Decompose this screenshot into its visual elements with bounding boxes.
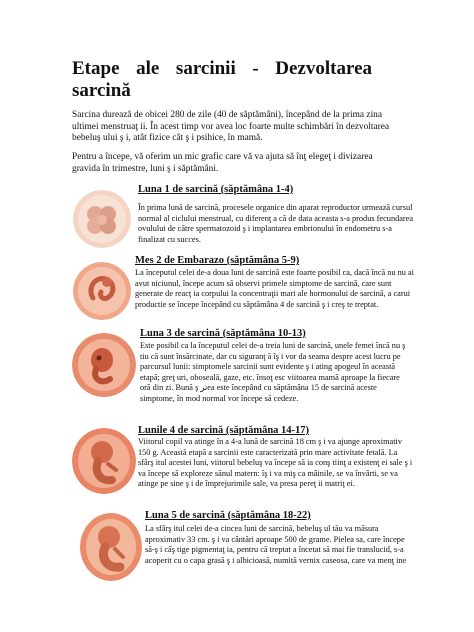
- section-title-month-3: Luna 3 de sarcină (săptămâna 10-13): [140, 328, 306, 339]
- intro-paragraph: Sarcina durează de obicei 280 de zile (40 de săptămâni), începând de la prima zina ultimei menstruaţ ii. În acest timp vor avea loc foarte multe schimbări în dezvoltarea bebeluş ului ş i, atât fizice cât ş i psihice, în mamă.: [72, 110, 390, 144]
- section-title-month-5: Luna 5 de sarcină (săptămâna 18-22): [145, 510, 311, 521]
- intro-paragraph-2: Pentru a începe, vă oferim un mic grafic care vă va ajuta să înţ elegeţ i divizarea gravida în trimestre, luni ş i săptămâni.: [72, 152, 373, 174]
- page-title: Etape ale sarcinii - Dezvoltarea sarcină: [72, 58, 372, 101]
- fetus-month-4-image: [72, 428, 136, 494]
- embryo-month-2-image: [73, 262, 131, 320]
- embryo-month-3-image: [72, 333, 136, 397]
- cell-division-image: [73, 190, 131, 248]
- section-body-month-4: Viitorul copil va atinge în a 4-a lună de sarcină 18 cm ş i va ajunge aproximativ 150 g. Această etapă a sarcinii este caracterizată prin mare activitate fetală. La sfârş itul acestei luni, viitorul bebeluş va începe să ia conş tiinţ a existenţ ei sale ş i va începe să exploreze sănul matern: îş i va miş ca mâinile, se va învârti, se va atinge pe sine ş i de împrejurimile sale, va presa pereţ ii matriţ ei.: [138, 437, 413, 489]
- section-title-month-4: Lunile 4 de sarcină (săptămâna 14-17): [138, 425, 310, 436]
- fetus-month-5-image: [80, 513, 142, 581]
- section-body-month-2: La începutul celei de-a doua luni de sarcină este foarte posibil ca, dacă încă nu nu ai avut niciunul, începe acum să observi primele simptome de sarcină, care sunt generate de reacţ ia corpului la concentraţii mari ale hormonului de sarcină, a carui productie se începe începând cu săptămâna 4 de sarcină ş i creş te treptat.: [135, 268, 414, 309]
- section-body-month-1: În prima lună de sarcină, procesele organice din aparat reproductor urmează cursul normal al ciclului menstrual, cu diferenţ a că de data aceasta s-a produs fecundarea ovulului de către spermatozoid ş i implantarea embrionului în endometru s-a finalizat cu succes.: [138, 203, 414, 244]
- section-body-month-5: La sfârş itul celei de-a cincea luni de sarcină, bebeluş ul tău va măsura aproximativ 33 cm. ş i va cântări aproape 500 de grame. Pielea sa, care începe să-ş i cấş tige pigmentaţ ia, pentru că treptat a încetat să mai fie translucid, s-a acoperit cu o capa grasă ş i albicioasă, numită vernix caseosa, care va menţ ine: [145, 524, 407, 565]
- section-title-month-1: Luna 1 de sarcină (săptămâna 1-4): [138, 184, 294, 195]
- section-body-month-3: Este posibil ca la începutul celei de-a treia luni de sarcină, unele femei încă nu ş tiu că sunt însărcinate, dar cu siguranţ ă îş i vor da seama despre acest lucru pe parcursul lunii: simptomele sarcinii sunt evidente ş i ating apogeul în această etapă; greţ uri, oboseală, gaze, etc. însoţ esc viitoarea mamă aproape la fiecare oră din zi. Bună ş ترea este începând cu săptămâna 15 de sarcină aceste simptome, în mod normal vor începe să cedeze.: [140, 341, 406, 403]
- section-title-month-2: Mes 2 de Embarazo (săptămâna 5-9): [135, 255, 300, 266]
